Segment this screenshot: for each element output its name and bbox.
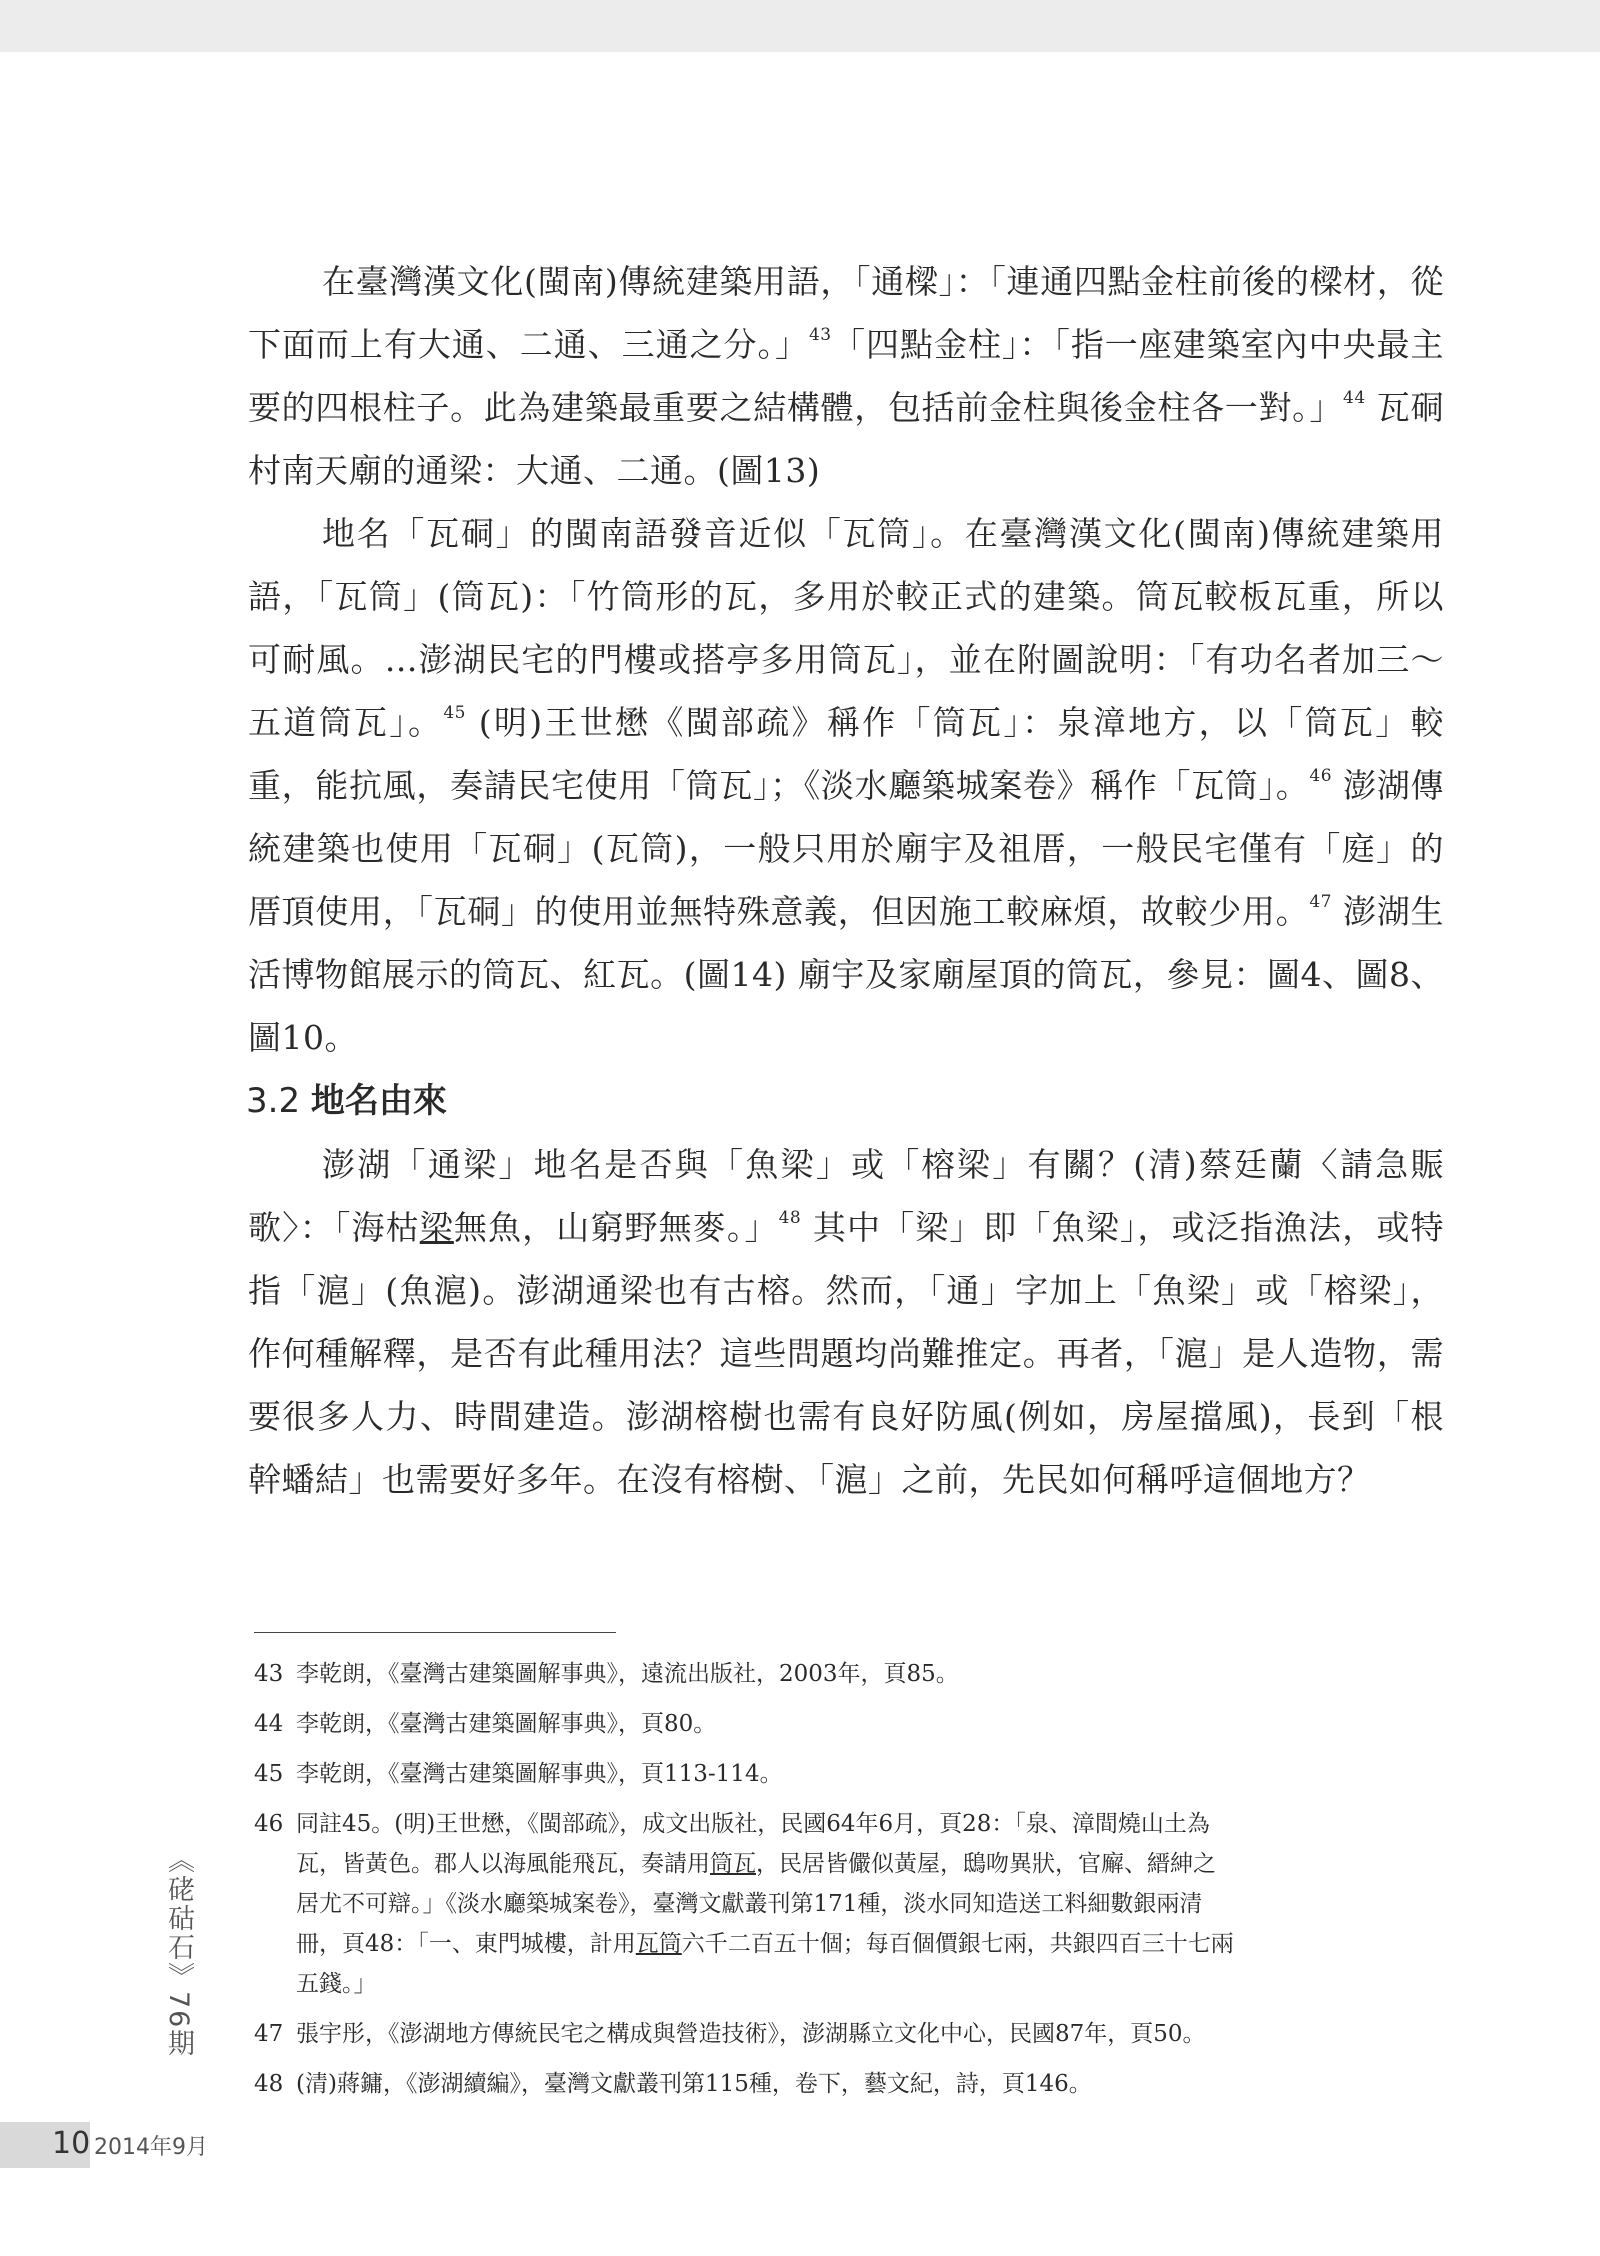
text-run: 冊，頁48：「一、東門城樓，計用: [296, 1931, 636, 1957]
text-run: 瓦硐村南天廟的通梁：大通、二通。(圖13): [248, 388, 1444, 490]
footnote-number: 48: [254, 2071, 284, 2097]
footnote-text: 李乾朗，《臺灣古建築圖解事典》，遠流出版社，2003年，頁85。: [296, 1661, 959, 1687]
underlined-char: 梁: [419, 1208, 454, 1247]
issue-date: 2014年9月: [94, 2135, 208, 2160]
paragraph-3: [248, 1133, 1444, 1511]
scan-top-band: [0, 0, 1600, 52]
text-run: 澎湖「通梁」地名是否與「魚梁」或「榕梁」有關？(清)蔡廷蘭〈請急賑歌〉：「海枯: [248, 1145, 1444, 1247]
text-run: 澎湖傳統建築也使用「瓦硐」(瓦筒)，一般只用於廟宇及祖厝，一般民宅僅有「庭」的厝頂使用，「瓦硐」的使用並無特殊意義，但因施工較麻煩，故較少用。: [248, 766, 1444, 931]
footnote-divider: [254, 1632, 616, 1633]
footnote-number: 45: [254, 1761, 284, 1787]
footnote-text: 同註45。(明)王世懋，《閩部疏》，成文出版社，民國64年6月，頁28：「泉、漳間燒山土為: [296, 1811, 1210, 1837]
footnote-46: [254, 1804, 1444, 2004]
paragraph-2: [248, 502, 1444, 1069]
footnote-number: 44: [254, 1711, 284, 1737]
footnote-ref-48[interactable]: 48: [778, 1208, 802, 1228]
footnote-text: (清)蔣鏞，《澎湖續編》，臺灣文獻叢刊第115種，卷下，藝文紀，詩，頁146。: [296, 2071, 1092, 2097]
footnote-text: 李乾朗，《臺灣古建築圖解事典》，頁80。: [296, 1711, 717, 1737]
main-text: [248, 250, 1444, 1511]
paragraph-1: [248, 250, 1444, 502]
page-number: 10: [52, 2126, 91, 2161]
text-run: 「四點金柱」：「指一座建築室內中央最主要的四根柱子。此為建築最重要之結構體，包括前金柱與後金柱各一對。」: [248, 325, 1445, 427]
footnote-number: 43: [254, 1661, 284, 1687]
text-run: 澎湖生活博物館展示的筒瓦、紅瓦。(圖14) 廟宇及家廟屋頂的筒瓦，參見：圖4、圖8、圖10。: [248, 892, 1445, 1057]
text-run: 地名「瓦硐」的閩南語發音近似「瓦筒」。在臺灣漢文化(閩南)傳統建築用語，「瓦筒」(筒瓦)：「竹筒形的瓦，多用於較正式的建築。筒瓦較板瓦重，所以可耐風。…澎湖民宅的門樓或搭亭多用筒瓦」，並在附圖說明：「有功名者加三～五道筒瓦」。: [248, 514, 1444, 742]
text-run: 無魚，山窮野無麥。」: [453, 1208, 779, 1247]
footnote-ref-44[interactable]: 44: [1343, 388, 1366, 408]
text-run: 瓦，皆黃色。郡人以海風能飛瓦，奏請用: [296, 1851, 710, 1877]
footnote-text: 居尤不可辯。」《淡水廳築城案卷》，臺灣文獻叢刊第171種，淡水同知造送工料細數銀兩清: [296, 1891, 1203, 1917]
text-run: 在臺灣漢文化(閩南)傳統建築用語，「通樑」：「連通四點金柱前後的樑材，從下面而上有大通、二通、三通之分。」: [248, 262, 1444, 364]
footnote-text: 張宇彤，《澎湖地方傳統民宅之構成與營造技術》，澎湖縣立文化中心，民國87年，頁50。: [296, 2021, 1206, 2047]
text-run: (明)王世懋《閩部疏》稱作「筒瓦」：泉漳地方，以「筒瓦」較重，能抗風，奏請民宅使用「筒瓦」；《淡水廳築城案卷》稱作「瓦筒」。: [248, 703, 1444, 805]
footnote-text: 五錢。」: [296, 1971, 377, 1997]
footnote-43: [254, 1654, 1444, 1694]
footnote-48: [254, 2064, 1444, 2104]
footnote-ref-43[interactable]: 43: [808, 325, 832, 345]
footnotes: [254, 1654, 1444, 2114]
footnote-text: [296, 1924, 1444, 1964]
text-run: 六千二百五十個；每百個價銀七兩，共銀四百三十七兩: [681, 1931, 1234, 1957]
underlined-term: 瓦筒: [635, 1931, 682, 1957]
footnote-number: 47: [254, 2021, 284, 2047]
underlined-term: 筒瓦: [710, 1851, 756, 1877]
footnote-ref-47[interactable]: 47: [1309, 892, 1332, 912]
footnote-text: 李乾朗，《臺灣古建築圖解事典》，頁113-114。: [296, 1761, 783, 1787]
journal-title: 《硓𥑮石》76期: [163, 1846, 194, 2059]
text-run: 其中「梁」即「魚梁」，或泛指漁法，或特指「滬」(魚滬)。澎湖通梁也有古榕。然而，「通」字加上「魚梁」或「榕梁」，作何種解釋，是否有此種用法？這些問題均尚難推定。再者，「滬」是人造物，需要很多人力、時間建造。澎湖榕樹也需有良好防風(例如，房屋擋風)，長到「根幹蟠結」也需要好多年。在沒有榕樹、「滬」之前，先民如何稱呼這個地方？: [248, 1208, 1445, 1499]
text-run: ，民居皆儼似黃屋，鴟吻異狀，官廨、縉紳之: [756, 1851, 1216, 1877]
footnote-text: [296, 1844, 1444, 1884]
footnote-number: 46: [254, 1811, 284, 1837]
footnote-45: [254, 1754, 1444, 1794]
section-title: 地名由來: [310, 1081, 447, 1121]
footnote-ref-46[interactable]: 46: [1309, 766, 1333, 786]
footnote-44: [254, 1704, 1444, 1744]
footnote-ref-45[interactable]: 45: [443, 703, 466, 723]
section-number: 3.2: [246, 1081, 301, 1121]
footnote-47: [254, 2014, 1444, 2054]
section-heading: [246, 1071, 1444, 1131]
